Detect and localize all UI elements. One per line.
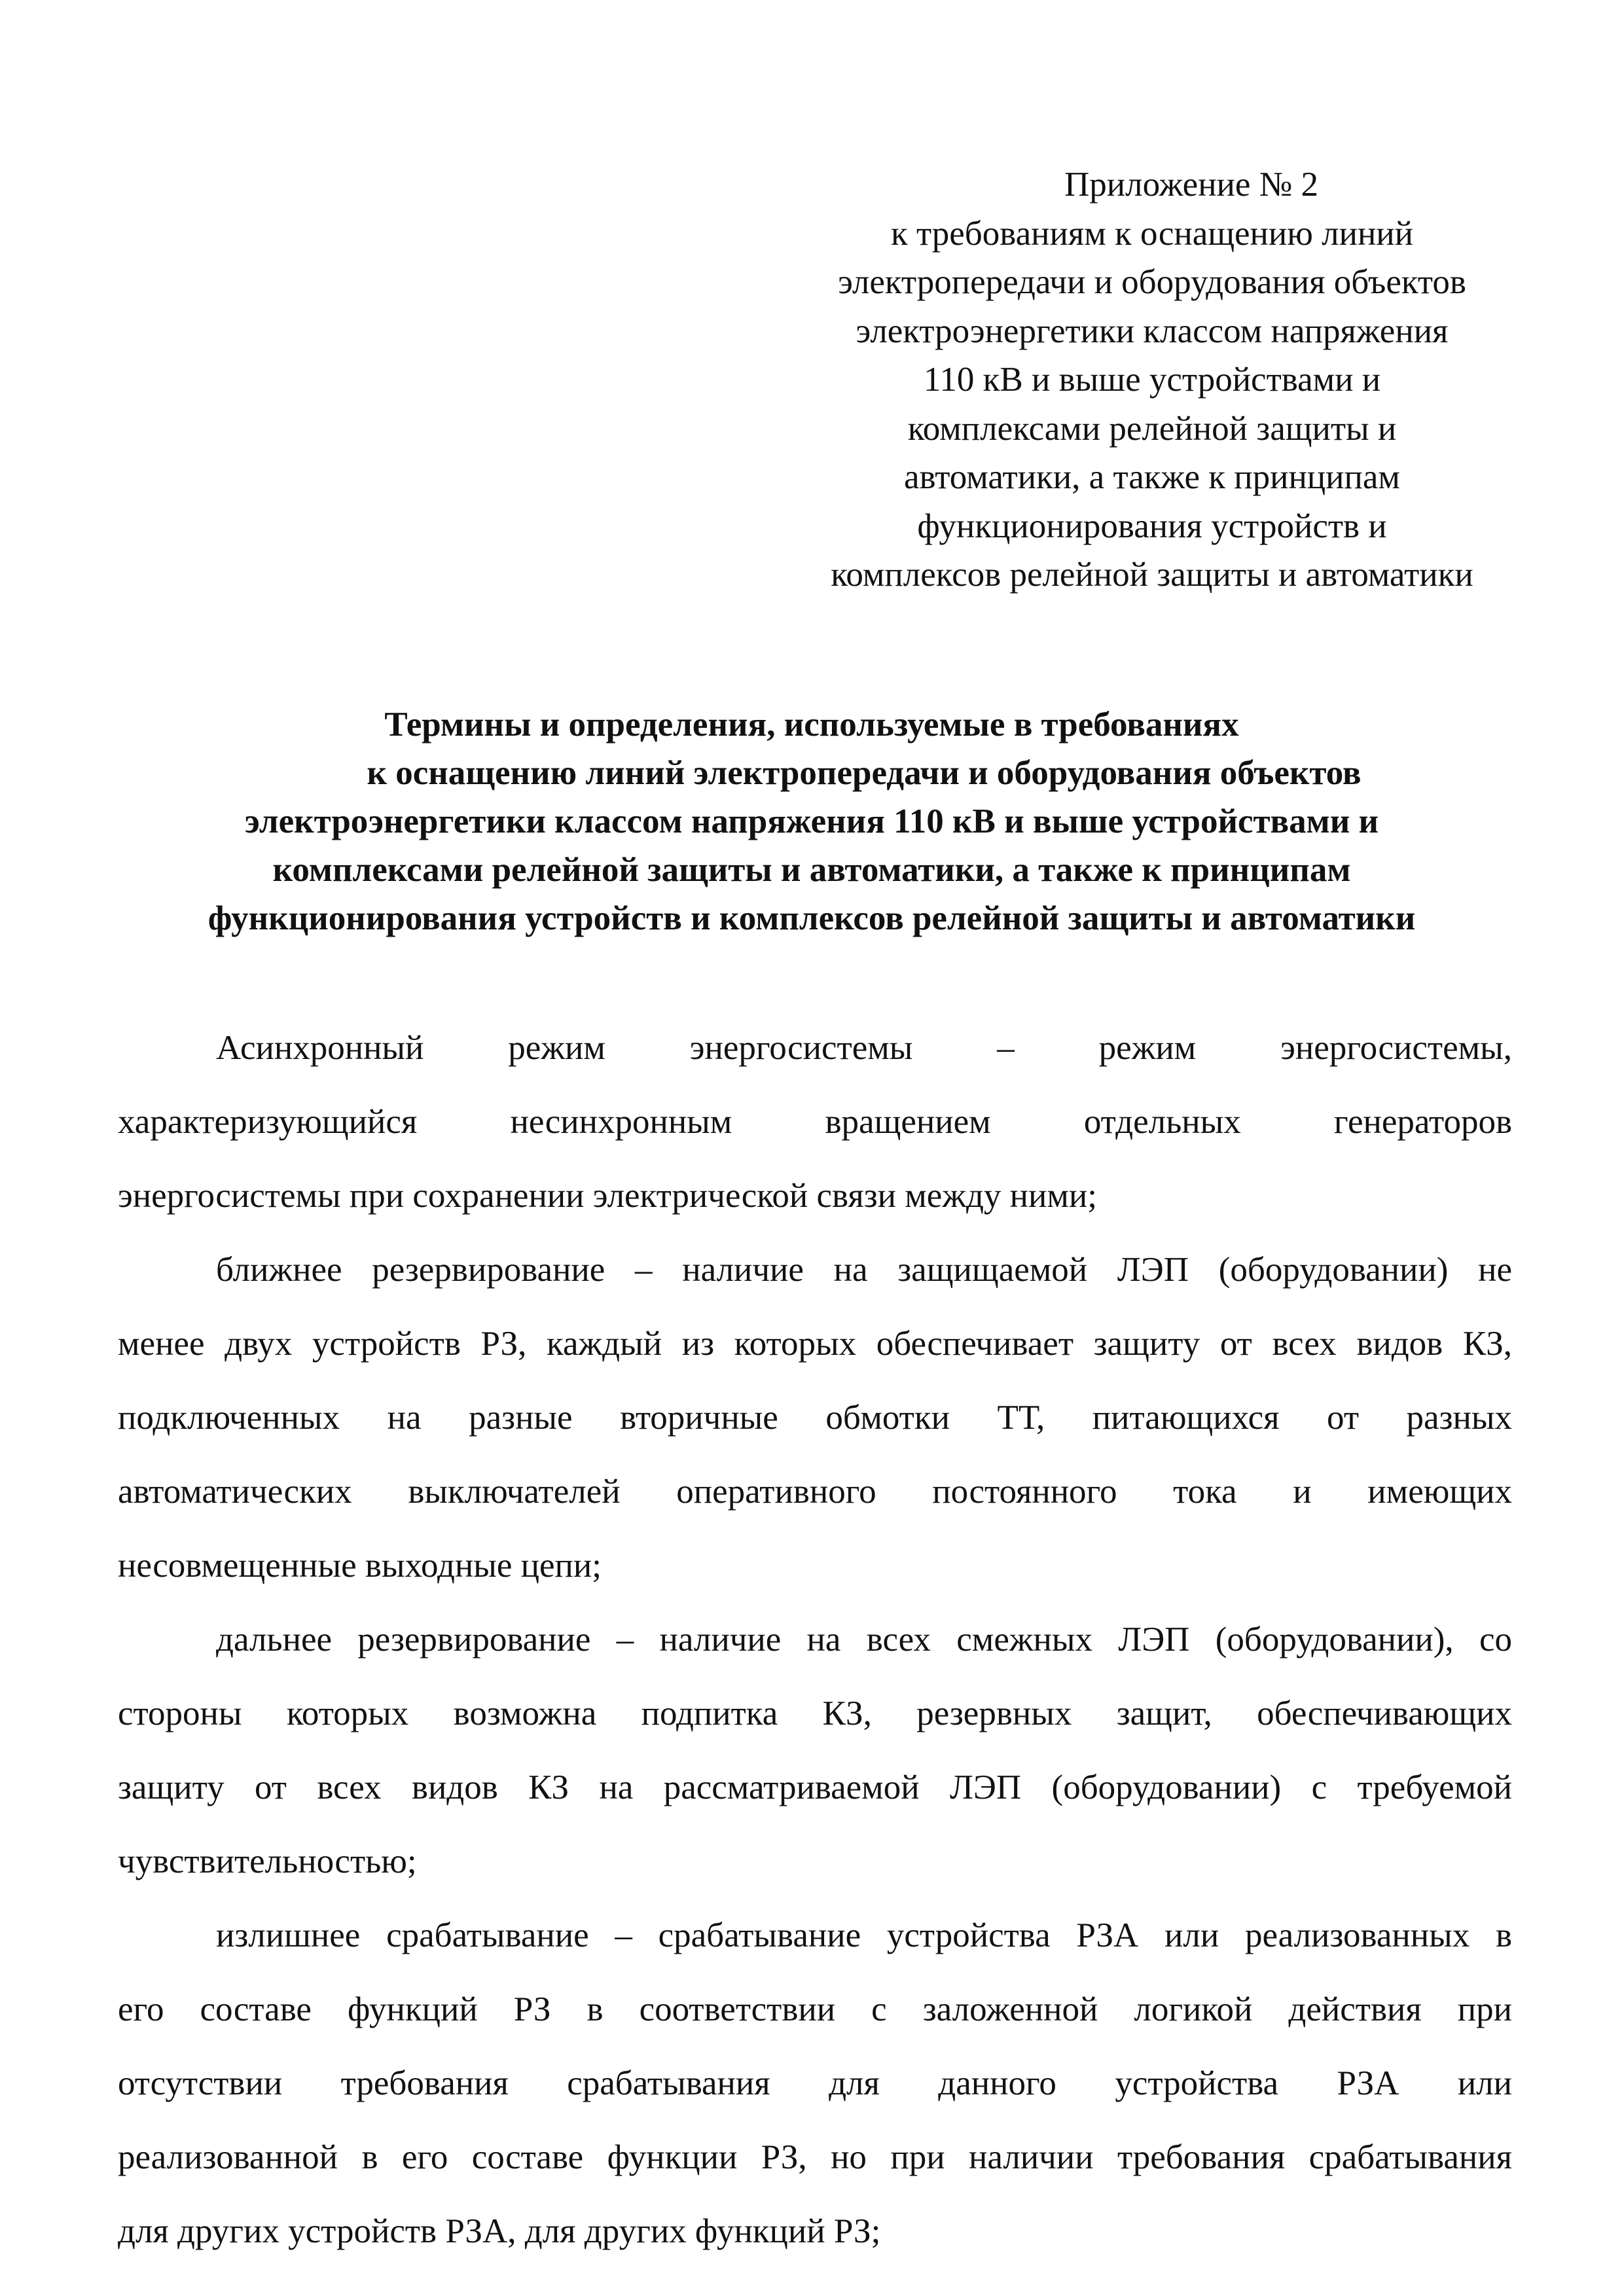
paragraph-line: отсутствии требования срабатывания для данного устройства РЗА или xyxy=(118,2064,1512,2102)
paragraph-line: излишнее срабатывание – срабатывание устройства РЗА или реализованных в xyxy=(216,1916,1512,1954)
appendix-line: автоматики, а также к принципам xyxy=(904,458,1400,496)
paragraph-excessive-operation xyxy=(118,1899,1512,2269)
paragraph-line: Асинхронный режим энергосистемы – режим энергосистемы, xyxy=(216,1029,1512,1067)
paragraph-line: характеризующийся несинхронным вращением отдельных генераторов xyxy=(118,1103,1512,1141)
paragraph-asynchronous-mode xyxy=(118,1011,1512,1233)
heading-line: электроэнергетики классом напряжения 110 кВ и выше устройствами и xyxy=(244,802,1379,840)
paragraph-line: несовмещенные выходные цепи; xyxy=(118,1547,602,1585)
paragraph-line: автоматических выключателей оперативного постоянного тока и имеющих xyxy=(118,1473,1512,1511)
paragraph-line: для других устройств РЗА, для других функций РЗ; xyxy=(118,2212,881,2250)
appendix-line: электроэнергетики классом напряжения xyxy=(856,312,1449,350)
appendix-line: комплексами релейной защиты и xyxy=(907,409,1397,448)
heading-line: комплексами релейной защиты и автоматики, а также к принципам xyxy=(272,851,1351,889)
appendix-title: Приложение № 2 xyxy=(1064,166,1319,204)
paragraph-line: ближнее резервирование – наличие на защищаемой ЛЭП (оборудовании) не xyxy=(216,1251,1512,1289)
paragraph-line: его составе функций РЗ в соответствии с заложенной логикой действия при xyxy=(118,1990,1512,2028)
paragraph-line: чувствительностью; xyxy=(118,1842,417,1880)
appendix-line: 110 кВ и выше устройствами и xyxy=(923,361,1381,399)
paragraph-line: стороны которых возможна подпитка КЗ, резервных защит, обеспечивающих xyxy=(118,1695,1512,1732)
appendix-line: электропередачи и оборудования объектов xyxy=(838,263,1466,301)
heading-line: функционирования устройств и комплексов релейной защиты и автоматики xyxy=(208,899,1416,937)
paragraph-line: дальнее резервирование – наличие на всех смежных ЛЭП (оборудовании), со xyxy=(216,1621,1512,1659)
paragraph-line: защиту от всех видов КЗ на рассматриваемой ЛЭП (оборудовании) с требуемой xyxy=(118,1768,1512,1806)
paragraph-line: подключенных на разные вторичные обмотки ТТ, питающихся от разных xyxy=(118,1399,1512,1437)
body-text xyxy=(118,1011,1512,2269)
paragraph-far-reservation xyxy=(118,1603,1512,1899)
paragraph-line: реализованной в его составе функции РЗ, но при наличии требования срабатывания xyxy=(118,2138,1512,2176)
paragraph-near-reservation xyxy=(118,1233,1512,1603)
appendix-line: функционирования устройств и xyxy=(917,507,1387,545)
heading-line: к оснащению линий электропередачи и оборудования объектов xyxy=(367,754,1362,792)
paragraph-line: энергосистемы при сохранении электрической связи между ними; xyxy=(118,1177,1098,1215)
document-heading xyxy=(118,700,1506,942)
appendix-line: к требованиям к оснащению линий xyxy=(890,214,1414,253)
paragraph-line: менее двух устройств РЗ, каждый из которых обеспечивает защиту от всех видов КЗ, xyxy=(118,1325,1512,1363)
appendix-block xyxy=(753,160,1551,600)
appendix-line: комплексов релейной защиты и автоматики xyxy=(831,556,1473,594)
heading-line: Термины и определения, используемые в требованиях xyxy=(384,706,1239,744)
